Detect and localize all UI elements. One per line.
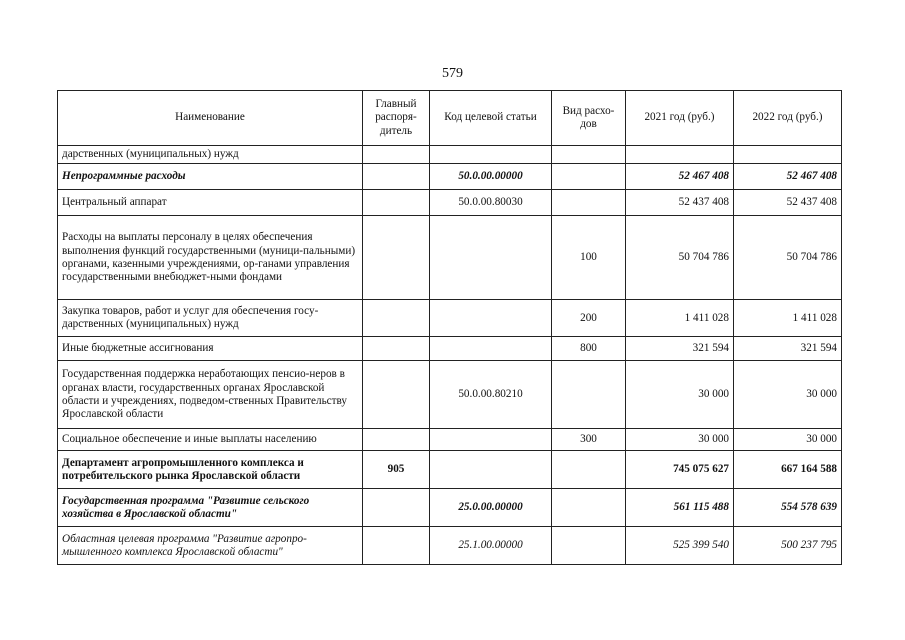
row-manager <box>363 361 430 429</box>
row-name: Иные бюджетные ассигнования <box>58 337 363 361</box>
row-expense-type <box>552 190 626 216</box>
table-row <box>58 300 842 337</box>
row-expense-type <box>552 451 626 489</box>
row-target-code: 25.0.00.00000 <box>430 489 552 527</box>
row-2021: 30 000 <box>626 429 734 451</box>
row-name: Расходы на выплаты персоналу в целях обеспечения выполнения функций государственными (муници-пальными) органами, казенными учреждениями, ор-ганами управления государственными внебюджет-ными фондами <box>58 216 363 300</box>
row-manager <box>363 216 430 300</box>
row-target-code <box>430 216 552 300</box>
row-name: дарственных (муниципальных) нужд <box>58 146 363 164</box>
row-manager <box>363 337 430 361</box>
table-row <box>58 190 842 216</box>
row-name: Непрограммные расходы <box>58 164 363 190</box>
row-target-code: 50.0.00.80210 <box>430 361 552 429</box>
row-expense-type: 100 <box>552 216 626 300</box>
table-row <box>58 451 842 489</box>
row-2021: 52 437 408 <box>626 190 734 216</box>
row-2022: 52 437 408 <box>734 190 842 216</box>
header-name: Наименование <box>58 91 363 146</box>
row-expense-type <box>552 164 626 190</box>
row-name: Департамент агропромышленного комплекса и потребительского рынка Ярославской области <box>58 451 363 489</box>
row-expense-type: 300 <box>552 429 626 451</box>
row-manager: 905 <box>363 451 430 489</box>
row-name: Государственная программа "Развитие сельского хозяйства в Ярославской области" <box>58 489 363 527</box>
header-2022: 2022 год (руб.) <box>734 91 842 146</box>
table-row <box>58 164 842 190</box>
row-2021: 561 115 488 <box>626 489 734 527</box>
row-target-code <box>430 146 552 164</box>
row-2021: 52 467 408 <box>626 164 734 190</box>
row-2022: 30 000 <box>734 361 842 429</box>
row-2021: 745 075 627 <box>626 451 734 489</box>
page-number: 579 <box>442 66 463 81</box>
row-2022: 1 411 028 <box>734 300 842 337</box>
row-manager <box>363 429 430 451</box>
row-2021: 50 704 786 <box>626 216 734 300</box>
row-target-code: 25.1.00.00000 <box>430 527 552 565</box>
row-target-code <box>430 337 552 361</box>
row-manager <box>363 190 430 216</box>
row-2022: 500 237 795 <box>734 527 842 565</box>
row-target-code <box>430 429 552 451</box>
row-expense-type: 200 <box>552 300 626 337</box>
header-manager: Главный распоря-дитель <box>363 91 430 146</box>
row-manager <box>363 527 430 565</box>
row-2022 <box>734 146 842 164</box>
table-row <box>58 429 842 451</box>
row-expense-type: 800 <box>552 337 626 361</box>
header-target-code: Код целевой статьи <box>430 91 552 146</box>
header-row <box>58 91 842 146</box>
table-row <box>58 216 842 300</box>
row-manager <box>363 164 430 190</box>
row-manager <box>363 146 430 164</box>
row-2021 <box>626 146 734 164</box>
row-target-code: 50.0.00.00000 <box>430 164 552 190</box>
row-name: Областная целевая программа "Развитие агропро-мышленного комплекса Ярославской области" <box>58 527 363 565</box>
table-row <box>58 337 842 361</box>
row-2022: 321 594 <box>734 337 842 361</box>
row-expense-type <box>552 146 626 164</box>
table-row <box>58 527 842 565</box>
row-expense-type <box>552 361 626 429</box>
row-manager <box>363 489 430 527</box>
row-2021: 30 000 <box>626 361 734 429</box>
row-name: Центральный аппарат <box>58 190 363 216</box>
row-2022: 52 467 408 <box>734 164 842 190</box>
row-expense-type <box>552 489 626 527</box>
row-2021: 321 594 <box>626 337 734 361</box>
table-row <box>58 489 842 527</box>
header-2021: 2021 год (руб.) <box>626 91 734 146</box>
row-manager <box>363 300 430 337</box>
row-target-code: 50.0.00.80030 <box>430 190 552 216</box>
row-target-code <box>430 451 552 489</box>
row-2022: 30 000 <box>734 429 842 451</box>
row-2022: 50 704 786 <box>734 216 842 300</box>
row-2021: 1 411 028 <box>626 300 734 337</box>
row-expense-type <box>552 527 626 565</box>
table-row <box>58 146 842 164</box>
row-2021: 525 399 540 <box>626 527 734 565</box>
header-expense-type: Вид расхо-дов <box>552 91 626 146</box>
budget-table <box>57 90 842 565</box>
row-name: Закупка товаров, работ и услуг для обеспечения госу-дарственных (муниципальных) нужд <box>58 300 363 337</box>
row-target-code <box>430 300 552 337</box>
row-2022: 667 164 588 <box>734 451 842 489</box>
row-2022: 554 578 639 <box>734 489 842 527</box>
table-row <box>58 361 842 429</box>
row-name: Социальное обеспечение и иные выплаты населению <box>58 429 363 451</box>
row-name: Государственная поддержка неработающих пенсио-неров в органах власти, государственных органах Ярославской области и учреждениях, подведом-ственных Правительству Ярославской области <box>58 361 363 429</box>
